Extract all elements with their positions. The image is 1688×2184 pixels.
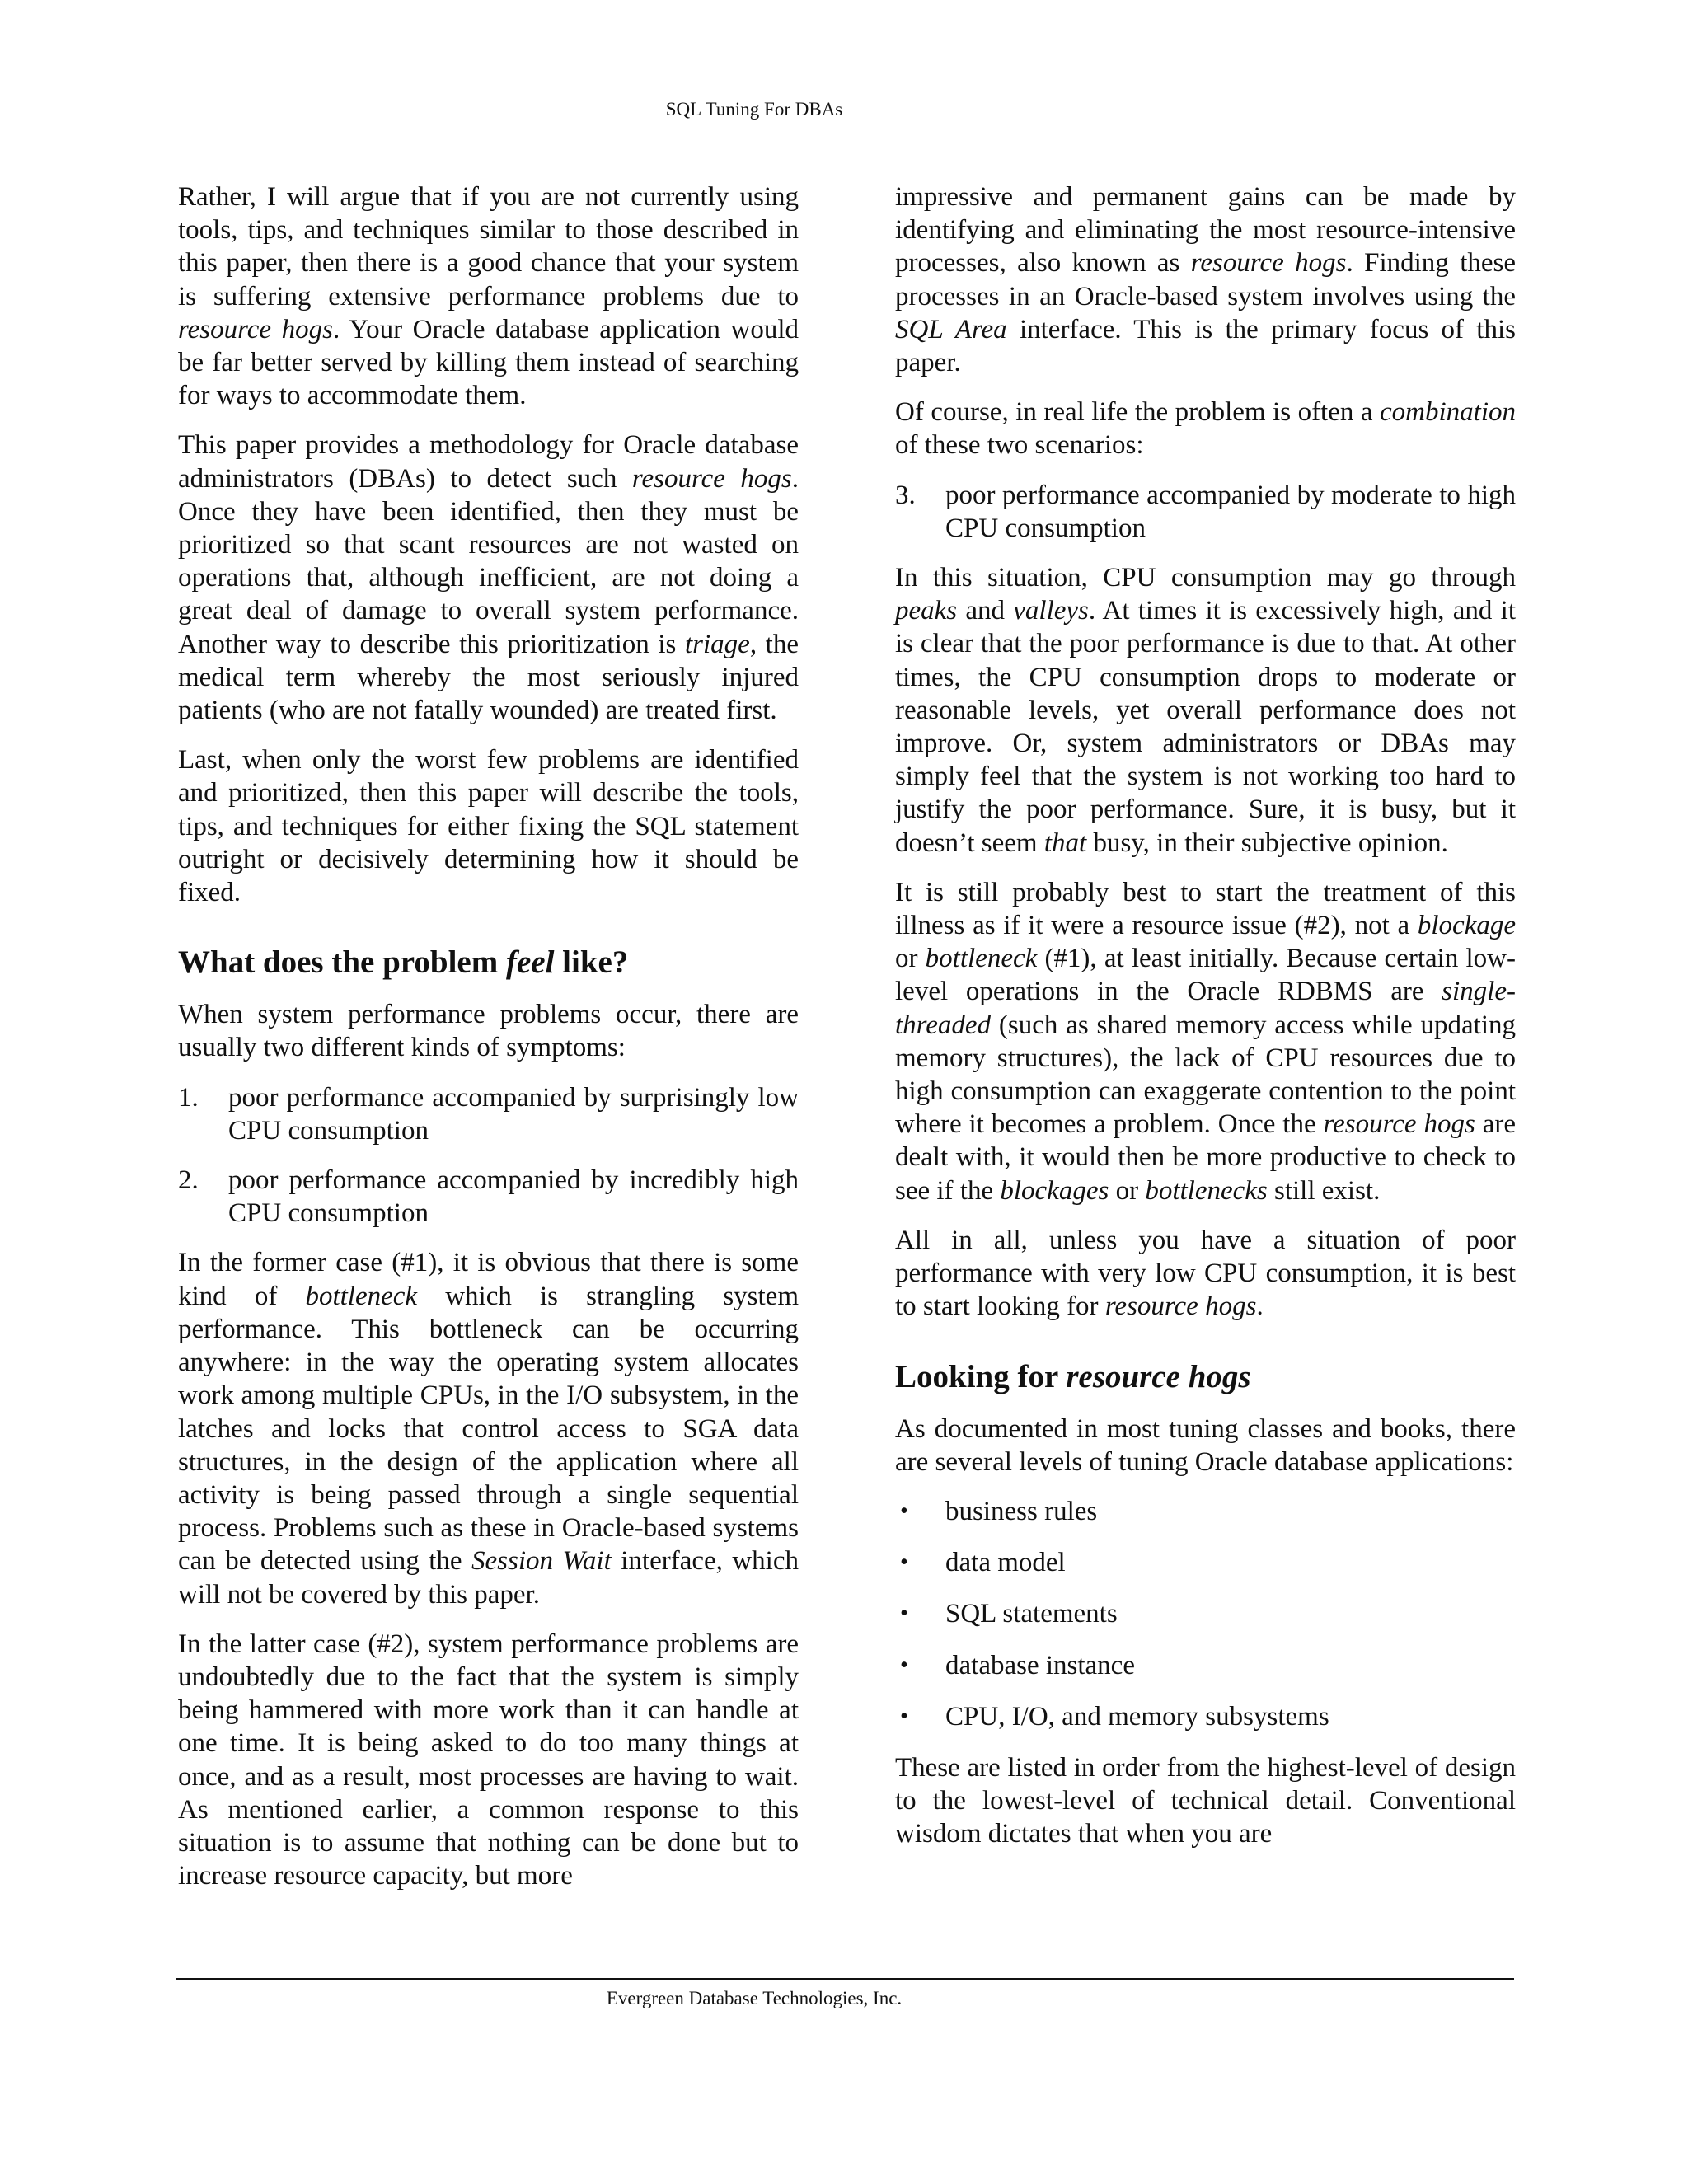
bullet-icon: • [900, 1601, 908, 1627]
left-column [178, 180, 799, 1909]
section-heading: What does the problem feel like? [178, 944, 629, 981]
list-item: • business rules [895, 1495, 1516, 1528]
list-item: • CPU, I/O, and memory subsystems [895, 1700, 1516, 1733]
list-item: 1. poor performance accompanied by surprisingly low CPU consumption [178, 1082, 799, 1146]
numbered-list [895, 479, 1516, 545]
numbered-list [178, 1081, 799, 1230]
page-header: SQL Tuning For DBAs [665, 99, 843, 120]
paragraph: In the former case (#1), it is obvious that there is some kind of bottleneck which is strangling system performance. This bottleneck can be occurring anywhere: in the way the operating system allocates work among multiple CPUs, in the I/O subsystem, in the latches and locks that control access to SGA data structures, in the design of the application where all activity is being passed through a single sequential process. Problems such as these in Oracle-based systems can be detected using the Session Wait interface, which will not be covered by this paper. [178, 1248, 799, 1610]
bullet-icon: • [900, 1497, 908, 1524]
paragraph: As documented in most tuning classes and books, there are several levels of tuning Oracle database applications: [895, 1413, 1516, 1477]
paragraph: In the latter case (#2), system performance problems are undoubtedly due to the fact that the system is simply being hammered with more work than it can handle at one time. It is being asked to do too many things at once, and as a result, most processes are having to wait. As mentioned earlier, a common response to this situation is to assume that nothing can be done but to increase resource capacity, but more [178, 1629, 799, 1891]
bullet-icon: • [900, 1652, 908, 1678]
paragraph: Rather, I will argue that if you are not currently using tools, tips, and techniques similar to those described in this paper, then there is a good chance that your system is suffering extensive performance problems due to resource hogs. Your Oracle database application would be far better served by killing them instead of searching for ways to accommodate them. [178, 182, 799, 411]
paragraph: In this situation, CPU consumption may go through peaks and valleys. At times it is excessively high, and it is clear that the poor performance is due to that. At other times, the CPU consumption drops to moderate or reasonable levels, yet overall performance does not improve. Or, system administrators or DBAs may simply feel that the system is not working too hard to justify the poor performance. Sure, it is busy, but it doesn’t seem that busy, in their subjective opinion. [895, 563, 1516, 858]
bullet-icon: • [900, 1549, 908, 1576]
section-heading: Looking for resource hogs [895, 1358, 1251, 1394]
right-column [895, 180, 1516, 1868]
bullet-icon: • [900, 1703, 908, 1729]
list-item: • database instance [895, 1649, 1516, 1682]
paragraph: This paper provides a methodology for Oracle database administrators (DBAs) to detect such resource hogs. Once they have been identified, then they must be prioritized so that scant resources are not wasted on operations that, although inefficient, are not doing a great deal of damage to overall system performance. Another way to describe this prioritization is triage, the medical term whereby the most seriously injured patients (who are not fatally wounded) are treated first. [178, 430, 799, 726]
bullet-list [895, 1495, 1516, 1733]
paragraph: impressive and permanent gains can be made by identifying and eliminating the most resource-intensive processes, also known as resource hogs. Finding these processes in an Oracle-based system involves using the SQL Area interface. This is the primary focus of this paper. [895, 182, 1516, 378]
list-item: • data model [895, 1546, 1516, 1579]
paragraph: Last, when only the worst few problems are identified and prioritized, then this paper will describe the tools, tips, and techniques for either fixing the SQL statement outright or decisively determining how it should be fixed. [178, 745, 799, 908]
list-item: 2. poor performance accompanied by incredibly high CPU consumption [178, 1165, 799, 1229]
paragraph: It is still probably best to start the treatment of this illness as if it were a resource issue (#2), not a blockage or bottleneck (#1), at least initially. Because certain low-level operations in the Oracle RDBMS are single-threaded (such as shared memory access while updating memory structures), the lack of CPU resources due to high consumption can exaggerate contention to the point where it becomes a problem. Once the resource hogs are dealt with, it would then be more productive to check to see if the blockages or bottlenecks still exist. [895, 877, 1516, 1206]
paragraph: Of course, in real life the problem is often a combination of these two scenarios: [895, 397, 1516, 461]
list-item: • SQL statements [895, 1597, 1516, 1630]
page-footer: Evergreen Database Technologies, Inc. [606, 1988, 903, 2008]
paragraph: All in all, unless you have a situation of poor performance with very low CPU consumption, it is best to start looking for resource hogs. [895, 1225, 1516, 1322]
paragraph: When system performance problems occur, there are usually two different kinds of symptoms: [178, 1000, 799, 1063]
footer-divider [176, 1978, 1514, 1980]
paragraph: These are listed in order from the highest-level of design to the lowest-level of technical detail. Conventional wisdom dictates that when you are [895, 1752, 1516, 1849]
list-item: 3. poor performance accompanied by moderate to high CPU consumption [895, 480, 1516, 543]
